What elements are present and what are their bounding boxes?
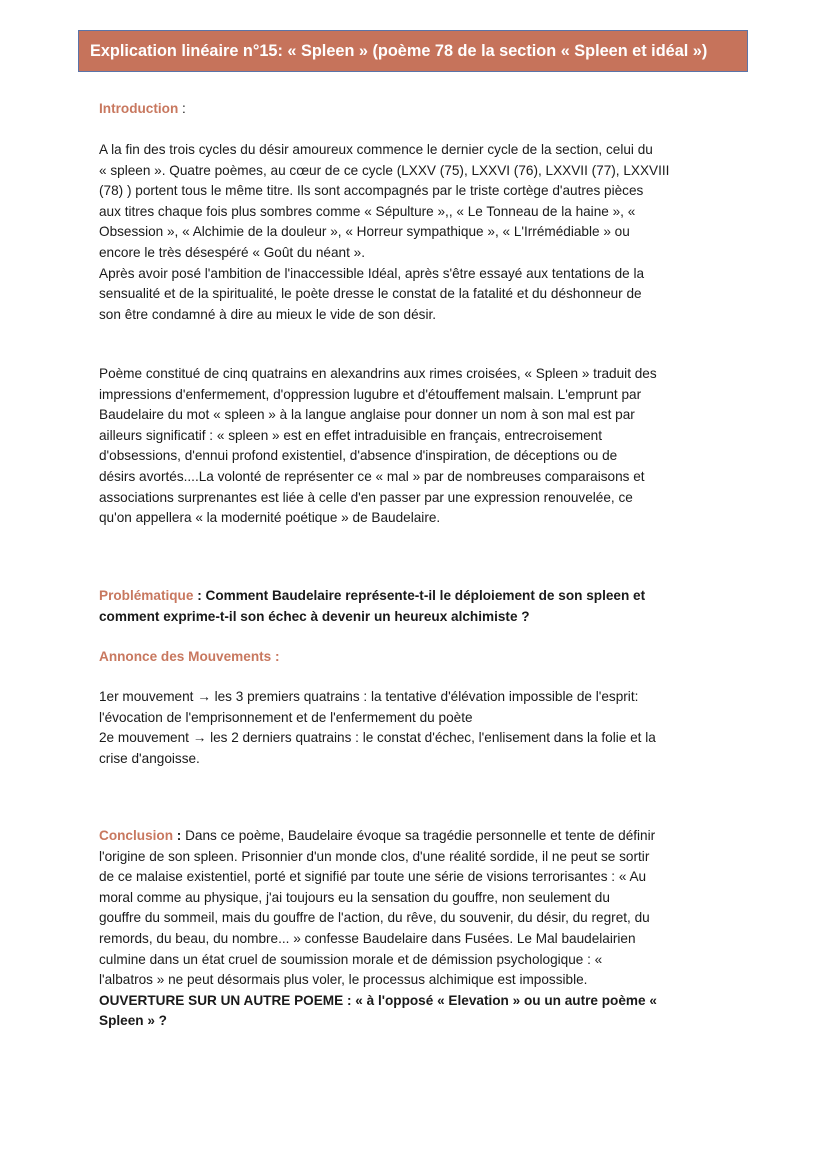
mouvement-line: 2e mouvement → les 2 derniers quatrains : le constat d'échec, l'enlisement dans la folie et la (99, 730, 656, 746)
text-line: aux titres chaque fois plus sombres comme « Sépulture »,, « Le Tonneau de la haine », « (99, 203, 636, 219)
text-line: culmine dans un état cruel de soumission morale et de démission psychologique : « (99, 951, 603, 967)
mouvement-line: crise d'angoisse. (99, 750, 200, 766)
ouverture-line: OUVERTURE SUR UN AUTRE POEME : « à l'opposé « Elevation » ou un autre poème « (99, 992, 657, 1008)
mouvements-label: Annonce des Mouvements : (99, 649, 280, 664)
text-line: Obsession », « Alchimie de la douleur », « Horreur sympathique », « L'Irrémédiable » ou (99, 224, 630, 240)
heading-colon: : (173, 828, 182, 843)
document-title: Explication linéaire n°15: « Spleen » (poème 78 de la section « Spleen et idéal ») (90, 41, 708, 60)
mouvement-line: l'évocation de l'emprisonnement et de l'enfermement du poète (99, 709, 473, 725)
text-line: ailleurs significatif : « spleen » est en effet intraduisible en français, entrecroisement (99, 427, 602, 443)
text-line: d'obsessions, d'ennui profond existentiel, d'absence d'inspiration, de déceptions ou de (99, 448, 618, 464)
mouvements-list (99, 687, 656, 769)
text-line: remords, du beau, du nombre... » confesse Baudelaire dans Fusées. Le Mal baudelairien (99, 930, 636, 946)
introduction-heading (99, 99, 186, 120)
conclusion-label: Conclusion (99, 828, 174, 843)
text-line: Après avoir posé l'ambition de l'inaccessible Idéal, après s'être essayé aux tentations de la (99, 265, 645, 281)
conclusion-section (99, 826, 657, 1032)
text-line: sensualité et de la spiritualité, le poète dresse le constat de la fatalité et du déshonneur de (99, 286, 642, 302)
text-line: « spleen ». Quatre poèmes, au cœur de ce cycle (LXXV (75), LXXVI (76), LXXVII (77), LXXVIII (99, 162, 670, 178)
mouvement-line: 1er mouvement → les 3 premiers quatrains : la tentative d'élévation impossible de l'esprit: (99, 689, 639, 704)
text-line: (78) ) portent tous le même titre. Ils sont accompagnés par le triste cortège d'autres pièces (99, 183, 644, 199)
text-line: désirs avortés....La volonté de représenter ce « mal » par de nombreuses comparaisons et (99, 468, 645, 484)
text-line: de ce malaise existentiel, porté et signifié par toute une série de visions terrorisantes : « Au (99, 869, 647, 885)
text-line: l'albatros » ne peut désormais plus voler, le processus alchimique est impossible. (99, 972, 588, 988)
text-line: qu'on appellera « la modernité poétique » de Baudelaire. (99, 510, 441, 526)
introduction-paragraph-1 (99, 140, 669, 325)
text-line: associations surprenantes est liée à celle d'en passer par une expression renouvelée, ce (99, 489, 633, 505)
introduction-label: Introduction (99, 101, 179, 116)
text-line: son être condamné à dire au mieux le vide de son désir. (99, 306, 437, 322)
text-line: Dans ce poème, Baudelaire évoque sa tragédie personnelle et tente de définir (181, 828, 656, 843)
text-line: Baudelaire du mot « spleen » à la langue anglaise pour donner un nom à son mal est par (99, 407, 635, 423)
document-title-banner (78, 30, 748, 72)
heading-colon: : (178, 101, 186, 116)
text-line: encore le très désespéré « Goût du néant ». (99, 244, 366, 260)
mouvements-heading (99, 647, 280, 668)
text-line: A la fin des trois cycles du désir amoureux commence le dernier cycle de la section, celui du (99, 142, 653, 157)
problematique-label: Problématique (99, 588, 194, 603)
text-line: gouffre du sommeil, mais du gouffre de l'action, du rêve, du souvenir, du désir, du regret, du (99, 910, 650, 926)
introduction-paragraph-2 (99, 364, 657, 529)
problematique-section (99, 586, 645, 627)
text-line: impressions d'enfermement, d'oppression lugubre et d'étouffement malsain. L'emprunt par (99, 386, 642, 402)
text-line: moral comme au physique, j'ai toujours eu la sensation du gouffre, non seulement du (99, 889, 610, 905)
problematique-question-cont: comment exprime-t-il son échec à devenir un heureux alchimiste ? (99, 608, 530, 624)
ouverture-line: Spleen » ? (99, 1013, 167, 1029)
text-line: l'origine de son spleen. Prisonnier d'un monde clos, d'une réalité sordide, il ne peut se sortir (99, 848, 650, 864)
problematique-question: : Comment Baudelaire représente-t-il le déploiement de son spleen et (193, 588, 646, 603)
text-line: Poème constitué de cinq quatrains en alexandrins aux rimes croisées, « Spleen » traduit des (99, 366, 657, 381)
